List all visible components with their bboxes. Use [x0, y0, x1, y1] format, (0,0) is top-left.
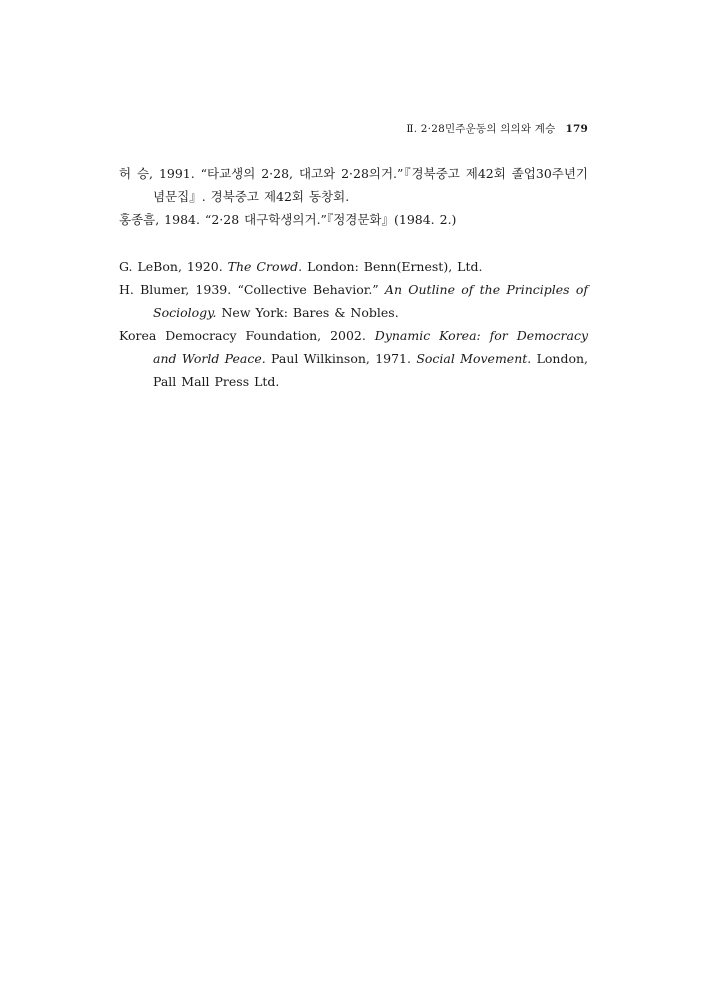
reference-entry: [119, 255, 588, 278]
reference-publisher: London: Benn(Ernest), Ltd.: [302, 259, 483, 274]
reference-title: Dynamic Korea: for Democracy and World Peace.: [153, 328, 589, 366]
english-reference-list: [119, 255, 588, 393]
reference-title: The Crowd.: [227, 259, 303, 274]
reference-entry: [119, 324, 588, 393]
reference-author-year: H. Blumer, 1939. “Collective Behavior.”: [119, 282, 385, 297]
korean-reference-list: [119, 162, 588, 231]
running-title: Ⅱ. 2·28민주운동의 의의와 계승: [406, 123, 556, 135]
reference-publisher: New York: Bares & Nobles.: [216, 305, 399, 320]
reference-title: An Outline of the Principles of Sociology.: [153, 282, 588, 320]
reference-entry: 허 승, 1991. “타교생의 2·28, 대고와 2·28의거.”『경북중고 제42회 졸업30주년기념문집』. 경북중고 제42회 동창회.: [119, 166, 588, 204]
page-number: 179: [565, 123, 588, 135]
reference-publisher: London, Pall Mall Press Ltd.: [153, 351, 588, 389]
reference-entry: 홍종흠, 1984. “2·28 대구학생의거.”『정경문화』(1984. 2.): [119, 212, 457, 227]
reference-title: Social Movement.: [416, 351, 532, 366]
running-header: [406, 121, 588, 136]
reference-author-year: Paul Wilkinson, 1971.: [265, 351, 417, 366]
reference-author-year: G. LeBon, 1920.: [119, 259, 228, 274]
reference-author-year: Korea Democracy Foundation, 2002.: [119, 328, 375, 343]
reference-entry: [119, 278, 588, 324]
